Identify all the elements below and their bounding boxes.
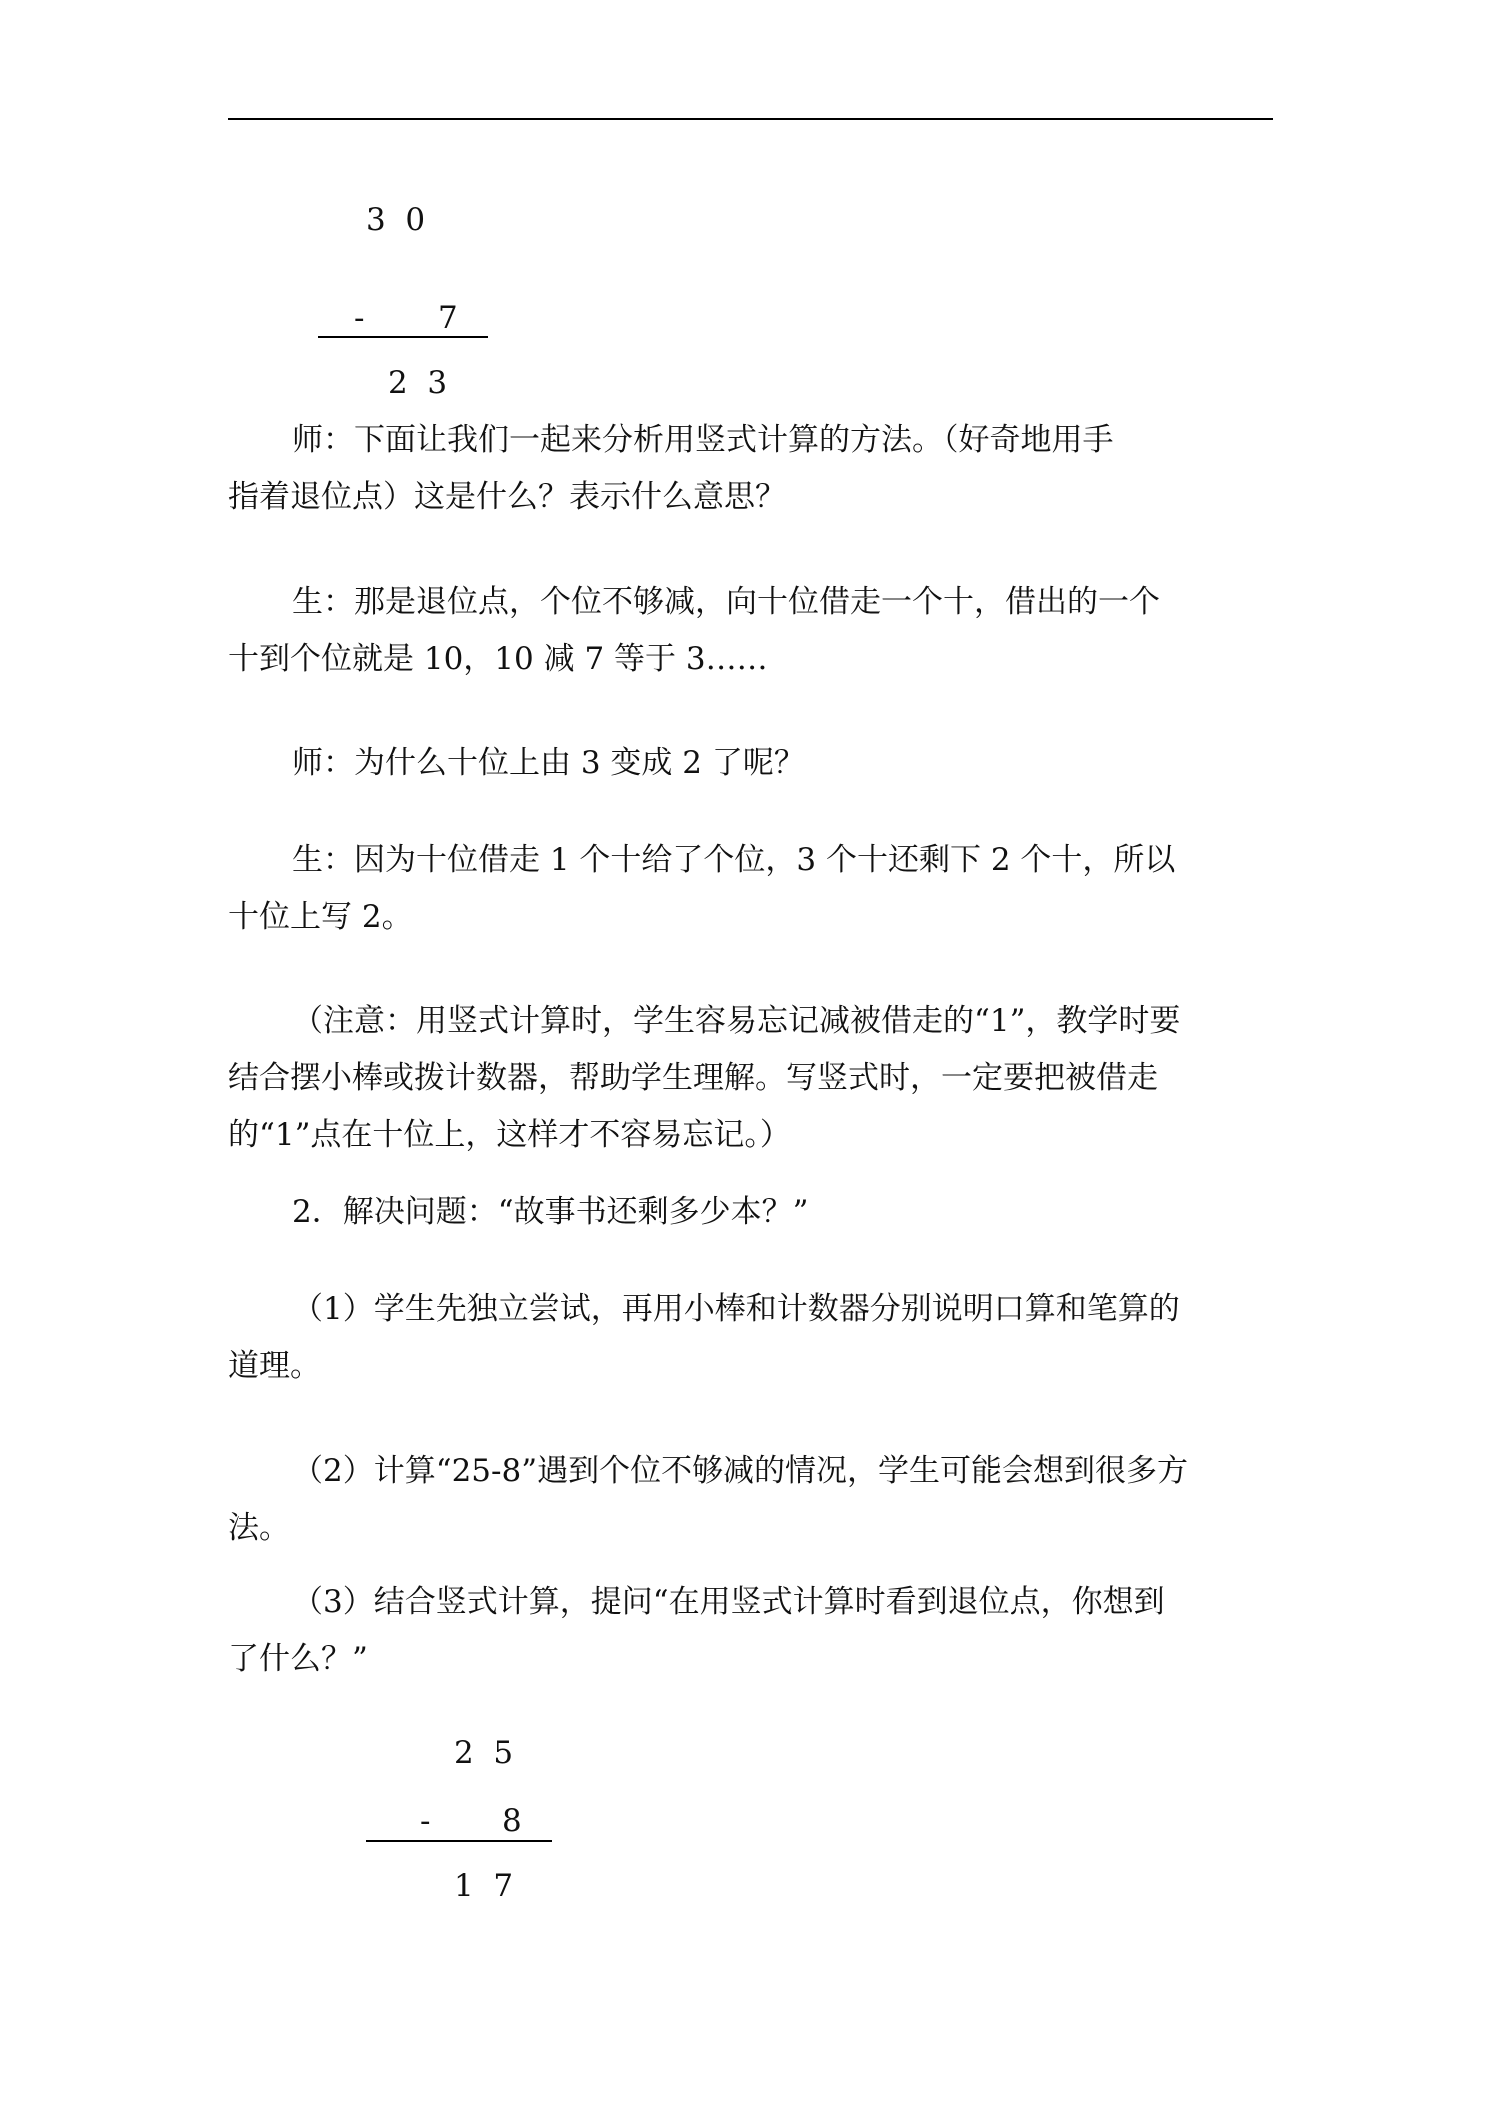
subtrahend: 8: [502, 1803, 522, 1839]
result-rule: [318, 336, 488, 338]
paragraph-step-1: （1）学生先独立尝试，再用小棒和计数器分别说明口算和笔算的 道理。: [228, 1291, 1180, 1384]
paragraph-student-answer-2: 生：因为十位借走 1 个十给了个位，3 个十还剩下 2 个十，所以 十位上写 2。: [228, 842, 1176, 935]
minuend: 2 5: [454, 1735, 514, 1771]
paragraph-teacher-why: 师：为什么十位上由 3 变成 2 了呢？: [292, 745, 805, 781]
subtrahend: 7: [438, 300, 458, 336]
minus-sign: -: [420, 1803, 431, 1839]
result-rule: [366, 1840, 552, 1842]
header-rule: [228, 118, 1273, 120]
difference: 1 7: [454, 1868, 514, 1904]
paragraph-teacher-question: 师：下面让我们一起来分析用竖式计算的方法。（好奇地用手 指着退位点）这是什么？表示什么意思？: [228, 422, 1114, 515]
section-heading-2: 2．解决问题：“故事书还剩多少本？”: [292, 1194, 809, 1230]
minus-sign: -: [354, 300, 365, 336]
difference: 2 3: [388, 365, 448, 401]
paragraph-step-2: （2）计算“25-8”遇到个位不够减的情况，学生可能会想到很多方 法。: [228, 1453, 1189, 1546]
paragraph-note: （注意：用竖式计算时，学生容易忘记减被借走的“1”，教学时要 结合摆小棒或拨计数器，帮助学生理解。写竖式时，一定要把被借走 的“1”点在十位上，这样才不容易忘记。）: [228, 1003, 1181, 1153]
paragraph-step-3: （3）结合竖式计算，提问“在用竖式计算时看到退位点，你想到 了什么？”: [228, 1584, 1165, 1677]
minuend: 3 0: [366, 202, 426, 238]
paragraph-student-answer-1: 生：那是退位点，个位不够减，向十位借走一个十，借出的一个 十到个位就是 10，10 减 7 等于 3……: [228, 584, 1160, 677]
